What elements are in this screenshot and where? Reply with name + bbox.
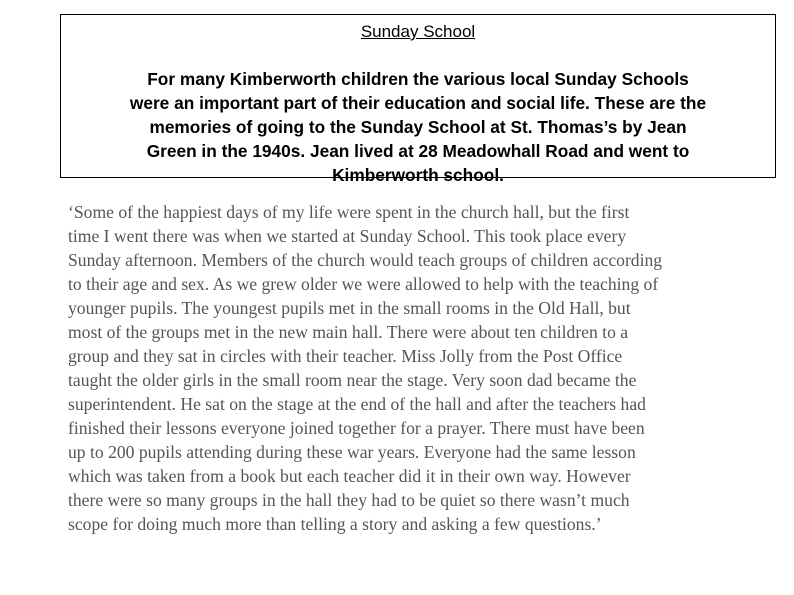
intro-box: [60, 14, 776, 185]
memory-line: Sunday afternoon. Members of the church would teach groups of children according: [68, 250, 663, 270]
intro-paragraph: [67, 67, 769, 187]
memory-line: to their age and sex. As we grew older we were allowed to help with the teaching of: [68, 274, 659, 294]
memory-line: superintendent. He sat on the stage at the end of the hall and after the teachers had: [68, 394, 646, 414]
memory-line: scope for doing much more than telling a story and asking a few questions.’: [68, 514, 602, 534]
memory-line: up to 200 pupils attending during these war years. Everyone had the same lesson: [68, 442, 636, 462]
intro-line: Green in the 1940s. Jean lived at 28 Meadowhall Road and went to: [146, 141, 690, 161]
memory-line: ‘Some of the happiest days of my life were spent in the church hall, but the first: [68, 202, 630, 222]
intro-line: were an important part of their education and social life. These are the: [129, 93, 707, 113]
memory-line: time I went there was when we started at Sunday School. This took place every: [68, 226, 627, 246]
memory-line: taught the older girls in the small room near the stage. Very soon dad became the: [68, 370, 637, 390]
memory-line: finished their lessons everyone joined together for a prayer. There must have been: [68, 418, 645, 438]
intro-line: Kimberworth school.: [332, 165, 504, 185]
intro-title: Sunday School: [360, 22, 476, 41]
memory-line: there were so many groups in the hall they had to be quiet so there wasn’t much: [68, 490, 630, 510]
memory-line: most of the groups met in the new main hall. There were about ten children to a: [68, 322, 629, 342]
memory-line: group and they sat in circles with their teacher. Miss Jolly from the Post Office: [68, 346, 623, 366]
memory-line: younger pupils. The youngest pupils met in the small rooms in the Old Hall, but: [68, 298, 631, 318]
intro-line: memories of going to the Sunday School at St. Thomas’s by Jean: [149, 117, 687, 137]
memory-line: which was taken from a book but each teacher did it in their own way. However: [68, 466, 631, 486]
intro-line: For many Kimberworth children the various local Sunday Schools: [147, 69, 689, 89]
memory-paragraph: [68, 200, 788, 536]
